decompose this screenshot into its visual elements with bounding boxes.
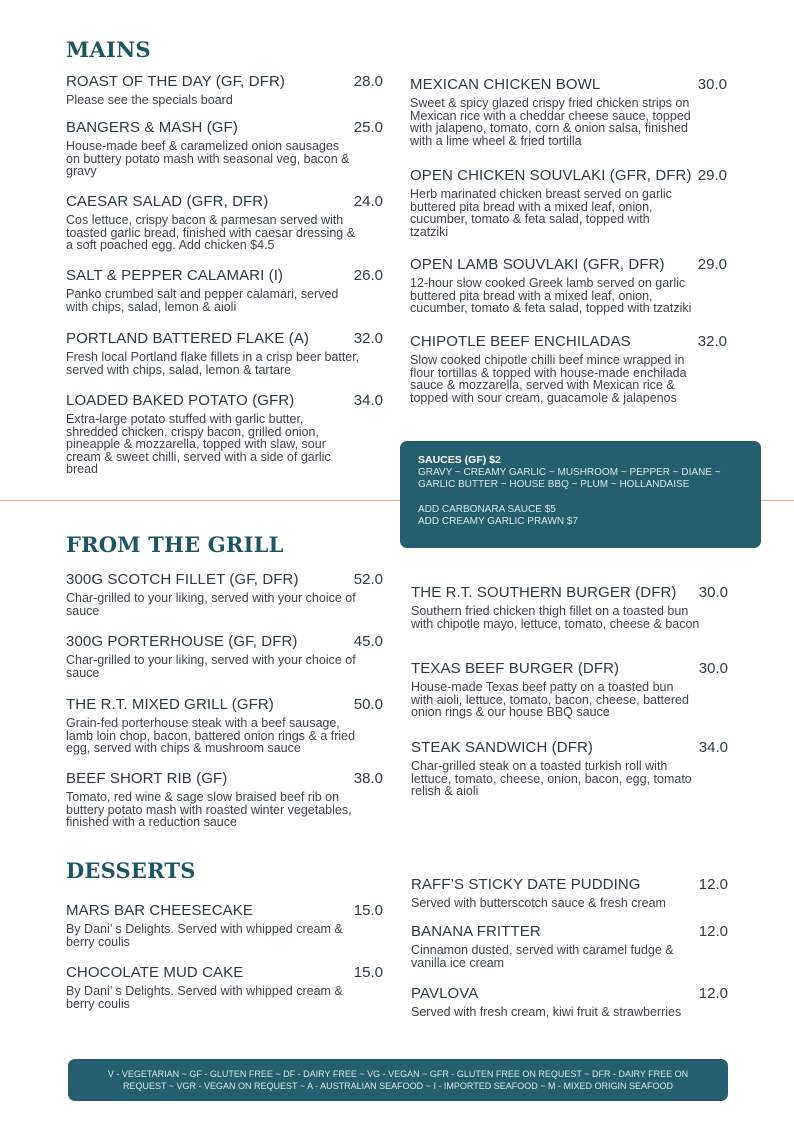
menu-item (66, 696, 383, 755)
item-description: Tomato, red wine & sage slow braised beef rib on buttery potato mash with roasted winter vegetables, finished with a reduction sauce (66, 790, 352, 830)
sauces-list: GRAVY ~ CREAMY GARLIC ~ MUSHROOM ~ PEPPER ~ DIANE ~ GARLIC BUTTER ~ HOUSE BBQ ~ PLUM ~ HOLLANDAISE (418, 466, 721, 490)
menu-item (66, 119, 383, 178)
item-price: 30.0 (698, 660, 728, 677)
item-name: 300G SCOTCH FILLET (GF, DFR) (66, 571, 299, 588)
item-name: CAESAR SALAD (GFR, DFR) (66, 193, 269, 210)
sauce-extra-carbonara: ADD CARBONARA SAUCE $5 (418, 503, 556, 515)
item-description: Char-grilled steak on a toasted turkish roll with lettuce, tomato, cheese, onion, bacon, egg, tomato relish & aioli (411, 759, 692, 799)
item-description: Herb marinated chicken breast served on garlic buttered pita bread with a mixed leaf, onion, cucumber, tomato & feta salad, topped with tzatziki (410, 187, 672, 239)
item-description: By Dani’ s Delights. Served with whipped cream & berry coulis (66, 922, 343, 949)
menu-item (66, 571, 383, 617)
item-price: 24.0 (353, 193, 383, 210)
menu-item (411, 985, 728, 1019)
item-price: 12.0 (698, 923, 728, 940)
item-price: 12.0 (698, 985, 728, 1002)
menu-item (66, 73, 383, 107)
item-price: 30.0 (698, 584, 728, 601)
item-price: 34.0 (698, 739, 728, 756)
menu-item (410, 76, 727, 147)
item-name: TEXAS BEEF BURGER (DFR) (411, 660, 620, 677)
menu-item (66, 392, 383, 476)
item-price: 32.0 (353, 330, 383, 347)
item-name: OPEN CHICKEN SOUVLAKI (GFR, DFR) (410, 167, 692, 184)
grill-heading: FROM THE GRILL (66, 532, 284, 557)
item-price: 29.0 (697, 167, 727, 184)
item-description: Grain-fed porterhouse steak with a beef sausage, lamb loin chop, bacon, battered onion rings & a fried egg, served with chips & mushroom sauce (66, 716, 356, 756)
item-name: RAFF’S STICKY DATE PUDDING (411, 876, 641, 893)
sauces-title: SAUCES (GF) $2 (418, 454, 501, 466)
item-description: Served with butterscotch sauce & fresh cream (411, 896, 666, 910)
item-name: STEAK SANDWICH (DFR) (411, 739, 593, 756)
dietary-legend-text: V - VEGETARIAN ~ GF - GLUTEN FREE ~ DF - DAIRY FREE ~ VG - VEGAN ~ GFR - GLUTEN FREE ON REQUEST ~ DFR - DAIRY FREE ON REQUEST ~ VGR - VEGAN ON REQUEST ~ A - AUSTRALIAN SEAFOOD ~ I - IMPORTED SEAFOOD ~ M - MIXED ORIGIN SEAFOOD (107, 1068, 689, 1091)
item-price: 26.0 (353, 267, 383, 284)
sauce-extra-prawn: ADD CREAMY GARLIC PRAWN $7 (418, 516, 579, 527)
item-name: THE R.T. SOUTHERN BURGER (DFR) (411, 584, 677, 601)
menu-item (411, 923, 728, 969)
item-name: MEXICAN CHICKEN BOWL (410, 76, 601, 93)
menu-item (410, 167, 727, 238)
desserts-heading: DESSERTS (66, 858, 196, 883)
menu-item (411, 660, 728, 719)
menu-item (66, 193, 383, 252)
menu-item (66, 330, 383, 376)
item-name: CHIPOTLE BEEF ENCHILADAS (410, 333, 631, 350)
item-name: BANANA FRITTER (411, 923, 541, 940)
item-description: Char-grilled to your liking, served with your choice of sauce (66, 653, 356, 680)
item-description: Char-grilled to your liking, served with your choice of sauce (66, 591, 356, 618)
item-description: Cos lettuce, crispy bacon & parmesan served with toasted garlic bread, finished with caesar dressing & a soft poached egg. Add chicken $4.5 (66, 213, 356, 253)
item-price: 29.0 (697, 256, 727, 273)
menu-item (410, 256, 727, 315)
sauces-panel (400, 441, 761, 548)
item-price: 15.0 (353, 964, 383, 981)
item-description: Cinnamon dusted, served with caramel fudge & vanilla ice cream (411, 943, 674, 970)
item-price: 32.0 (697, 333, 727, 350)
item-name: 300G PORTERHOUSE (GF, DFR) (66, 633, 298, 650)
menu-item (411, 584, 728, 630)
item-description: Sweet & spicy glazed crispy fried chicken strips on Mexican rice with a cheddar cheese sauce, topped with jalapeno, tomato, corn & onion salsa, finished with a lime wheel & fried tortilla (410, 96, 691, 148)
item-description: By Dani’ s Delights. Served with whipped cream & berry coulis (66, 984, 343, 1011)
item-price: 15.0 (353, 902, 383, 919)
item-name: PORTLAND BATTERED FLAKE (A) (66, 330, 310, 347)
menu-item (410, 333, 727, 404)
item-name: BEEF SHORT RIB (GF) (66, 770, 228, 787)
item-name: OPEN LAMB SOUVLAKI (GFR, DFR) (410, 256, 665, 273)
item-description: Please see the specials board (66, 93, 233, 107)
item-price: 28.0 (353, 73, 383, 90)
item-price: 30.0 (697, 76, 727, 93)
item-description: House-made Texas beef patty on a toasted bun with aioli, lettuce, tomato, bacon, cheese, battered onion rings & our house BBQ sauce (411, 680, 689, 720)
item-description: 12-hour slow cooked Greek lamb served on garlic buttered pita bread with a mixed leaf, onion, cucumber, tomato & feta salad, topped with tzatziki (410, 276, 692, 316)
item-price: 45.0 (353, 633, 383, 650)
item-name: CHOCOLATE MUD CAKE (66, 964, 244, 981)
menu-item (66, 267, 383, 313)
menu-item (66, 964, 383, 1010)
item-name: BANGERS & MASH (GF) (66, 119, 238, 136)
item-price: 52.0 (353, 571, 383, 588)
item-description: House-made beef & caramelized onion sausages on buttery potato mash with seasonal veg, bacon & gravy (66, 139, 350, 179)
item-description: Extra-large potato stuffed with garlic butter, shredded chicken, crispy bacon, grilled onion, pineapple & mozzarella, topped with slaw, sour cream & sweet chilli, served with a side of garlic bread (66, 412, 331, 477)
item-description: Southern fried chicken thigh fillet on a toasted bun with chipotle mayo, lettuce, tomato, cheese & bacon (411, 604, 700, 631)
menu-item (66, 770, 383, 829)
item-description: Panko crumbed salt and pepper calamari, served with chips, salad, lemon & aioli (66, 287, 339, 314)
item-price: 34.0 (353, 392, 383, 409)
mains-heading: MAINS (66, 37, 151, 62)
menu-item (411, 876, 728, 910)
menu-item (66, 902, 383, 948)
item-name: LOADED BAKED POTATO (GFR) (66, 392, 295, 409)
item-name: PAVLOVA (411, 985, 479, 1002)
item-name: MARS BAR CHEESECAKE (66, 902, 253, 919)
menu-item (66, 633, 383, 679)
item-price: 25.0 (353, 119, 383, 136)
item-name: SALT & PEPPER CALAMARI (I) (66, 267, 284, 284)
item-name: THE R.T. MIXED GRILL (GFR) (66, 696, 274, 713)
item-description: Slow cooked chipotle chilli beef mince wrapped in flour tortillas & topped with house-made enchilada sauce & mozzarella, served with Mexican rice & topped with sour cream, guacamole & jalapenos (410, 353, 687, 405)
item-price: 38.0 (353, 770, 383, 787)
item-description: Fresh local Portland flake fillets in a crisp beer batter, served with chips, salad, lemon & tartare (66, 350, 360, 377)
item-price: 50.0 (353, 696, 383, 713)
dietary-legend (68, 1059, 728, 1101)
menu-item (411, 739, 728, 798)
item-description: Served with fresh cream, kiwi fruit & strawberries (411, 1005, 682, 1019)
item-name: ROAST OF THE DAY (GF, DFR) (66, 73, 286, 90)
item-price: 12.0 (698, 876, 728, 893)
